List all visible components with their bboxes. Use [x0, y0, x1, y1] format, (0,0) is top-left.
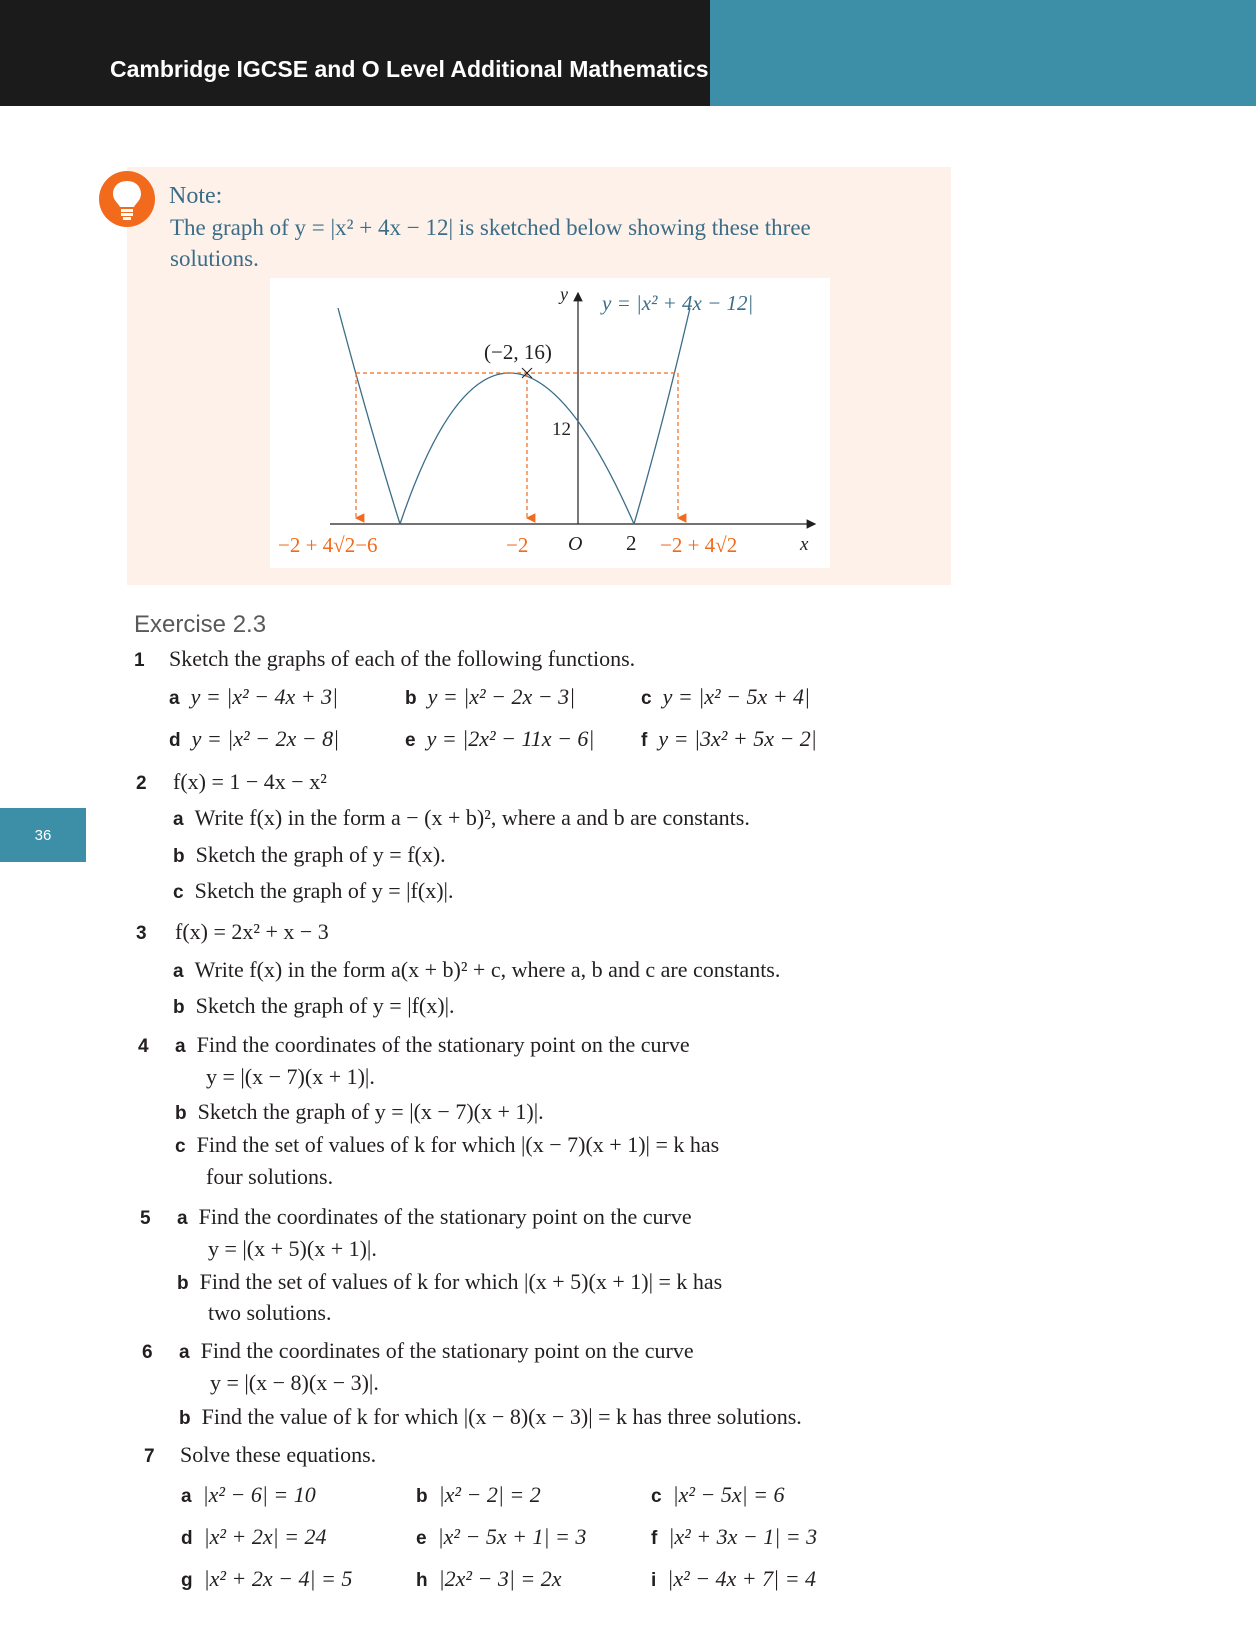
q6-part-b: b Find the value of k for which |(x − 8)(x − 3)| = k has three solutions.	[179, 1404, 802, 1429]
max-point-label: (−2, 16)	[484, 340, 552, 364]
note-graph	[270, 278, 830, 568]
q6-part-a-expr: y = |(x − 8)(x − 3)|.	[210, 1370, 379, 1395]
x-label-left: −2 + 4√2−6	[278, 533, 378, 557]
q4-part-c-cont: four solutions.	[206, 1164, 334, 1189]
q1-number: 1	[134, 650, 145, 671]
x-axis-label: x	[800, 534, 809, 555]
x-label-right: −2 + 4√2	[660, 533, 738, 557]
q3-text: f(x) = 2x² + x − 3	[175, 919, 329, 944]
curve-right	[634, 308, 690, 524]
book-title: Cambridge IGCSE and O Level Additional Mathematics	[110, 56, 709, 82]
q1-part-a: a y = |x² − 4x + 3|	[169, 684, 339, 709]
header-bar	[0, 0, 710, 106]
origin-label: O	[568, 533, 583, 555]
q7-number: 7	[144, 1446, 155, 1467]
q7-part-d: d |x² + 2x| = 24	[181, 1524, 327, 1549]
q7-part-g: g |x² + 2x − 4| = 5	[181, 1566, 353, 1591]
note-title: Note:	[169, 183, 223, 209]
curve-left	[338, 308, 400, 524]
y-intercept-label: 12	[552, 419, 571, 440]
q4-part-c: c Find the set of values of k for which |(x − 7)(x + 1)| = k has	[175, 1132, 720, 1157]
q6-number: 6	[142, 1342, 153, 1363]
x-label-2: 2	[626, 531, 637, 555]
q4-part-a: a Find the coordinates of the stationary point on the curve	[175, 1032, 690, 1057]
q1-text: Sketch the graphs of each of the following functions.	[169, 646, 636, 671]
lightbulb-icon	[98, 170, 156, 228]
x-label-neg2: −2	[506, 533, 529, 557]
q4-part-b: b Sketch the graph of y = |(x − 7)(x + 1)|.	[175, 1099, 544, 1124]
header-accent	[710, 0, 1256, 106]
q3-part-b: b Sketch the graph of y = |f(x)|.	[173, 993, 455, 1018]
q7-part-h: h |2x² − 3| = 2x	[416, 1566, 562, 1591]
q2-number: 2	[136, 773, 147, 794]
curve-label: y = |x² + 4x − 12|	[602, 291, 754, 315]
q5-part-a: a Find the coordinates of the stationary point on the curve	[177, 1204, 692, 1229]
q7-part-b: b |x² − 2| = 2	[416, 1482, 541, 1507]
q6-part-a: a Find the coordinates of the stationary point on the curve	[179, 1338, 694, 1363]
q1-part-d: d y = |x² − 2x − 8|	[169, 726, 340, 751]
q7-text: Solve these equations.	[180, 1442, 377, 1467]
q2-text: f(x) = 1 − 4x − x²	[173, 769, 327, 794]
q7-part-i: i |x² − 4x + 7| = 4	[651, 1566, 817, 1591]
y-axis-label: y	[560, 284, 568, 304]
q2-part-c: c Sketch the graph of y = |f(x)|.	[173, 878, 454, 903]
q2-part-a: a Write f(x) in the form a − (x + b)², where a and b are constants.	[173, 805, 750, 830]
q7-part-c: c |x² − 5x| = 6	[651, 1482, 785, 1507]
q4-number: 4	[138, 1036, 149, 1057]
q7-part-a: a |x² − 6| = 10	[181, 1482, 316, 1507]
curve-hump	[400, 373, 634, 524]
q2-part-b: b Sketch the graph of y = f(x).	[173, 842, 446, 867]
q1-part-c: c y = |x² − 5x + 4|	[641, 684, 811, 709]
note-text: The graph of y = |x² + 4x − 12| is sketched below showing these three solutions.	[170, 215, 811, 271]
q5-part-b: b Find the set of values of k for which |(x + 5)(x + 1)| = k has	[177, 1269, 723, 1294]
exercise-title: Exercise 2.3	[134, 611, 267, 638]
q5-part-a-expr: y = |(x + 5)(x + 1)|.	[208, 1236, 377, 1261]
q1-part-e: e y = |2x² − 11x − 6|	[405, 726, 595, 751]
page-number: 36	[0, 808, 86, 862]
q4-part-a-expr: y = |(x − 7)(x + 1)|.	[206, 1064, 375, 1089]
q3-number: 3	[136, 923, 147, 944]
q1-part-f: f y = |3x² + 5x − 2|	[641, 726, 817, 751]
q5-part-b-cont: two solutions.	[208, 1300, 332, 1325]
q7-part-f: f |x² + 3x − 1| = 3	[651, 1524, 818, 1549]
q1-part-b: b y = |x² − 2x − 3|	[405, 684, 576, 709]
q5-number: 5	[140, 1208, 151, 1229]
q7-part-e: e |x² − 5x + 1| = 3	[416, 1524, 587, 1549]
q3-part-a: a Write f(x) in the form a(x + b)² + c, where a, b and c are constants.	[173, 957, 781, 982]
